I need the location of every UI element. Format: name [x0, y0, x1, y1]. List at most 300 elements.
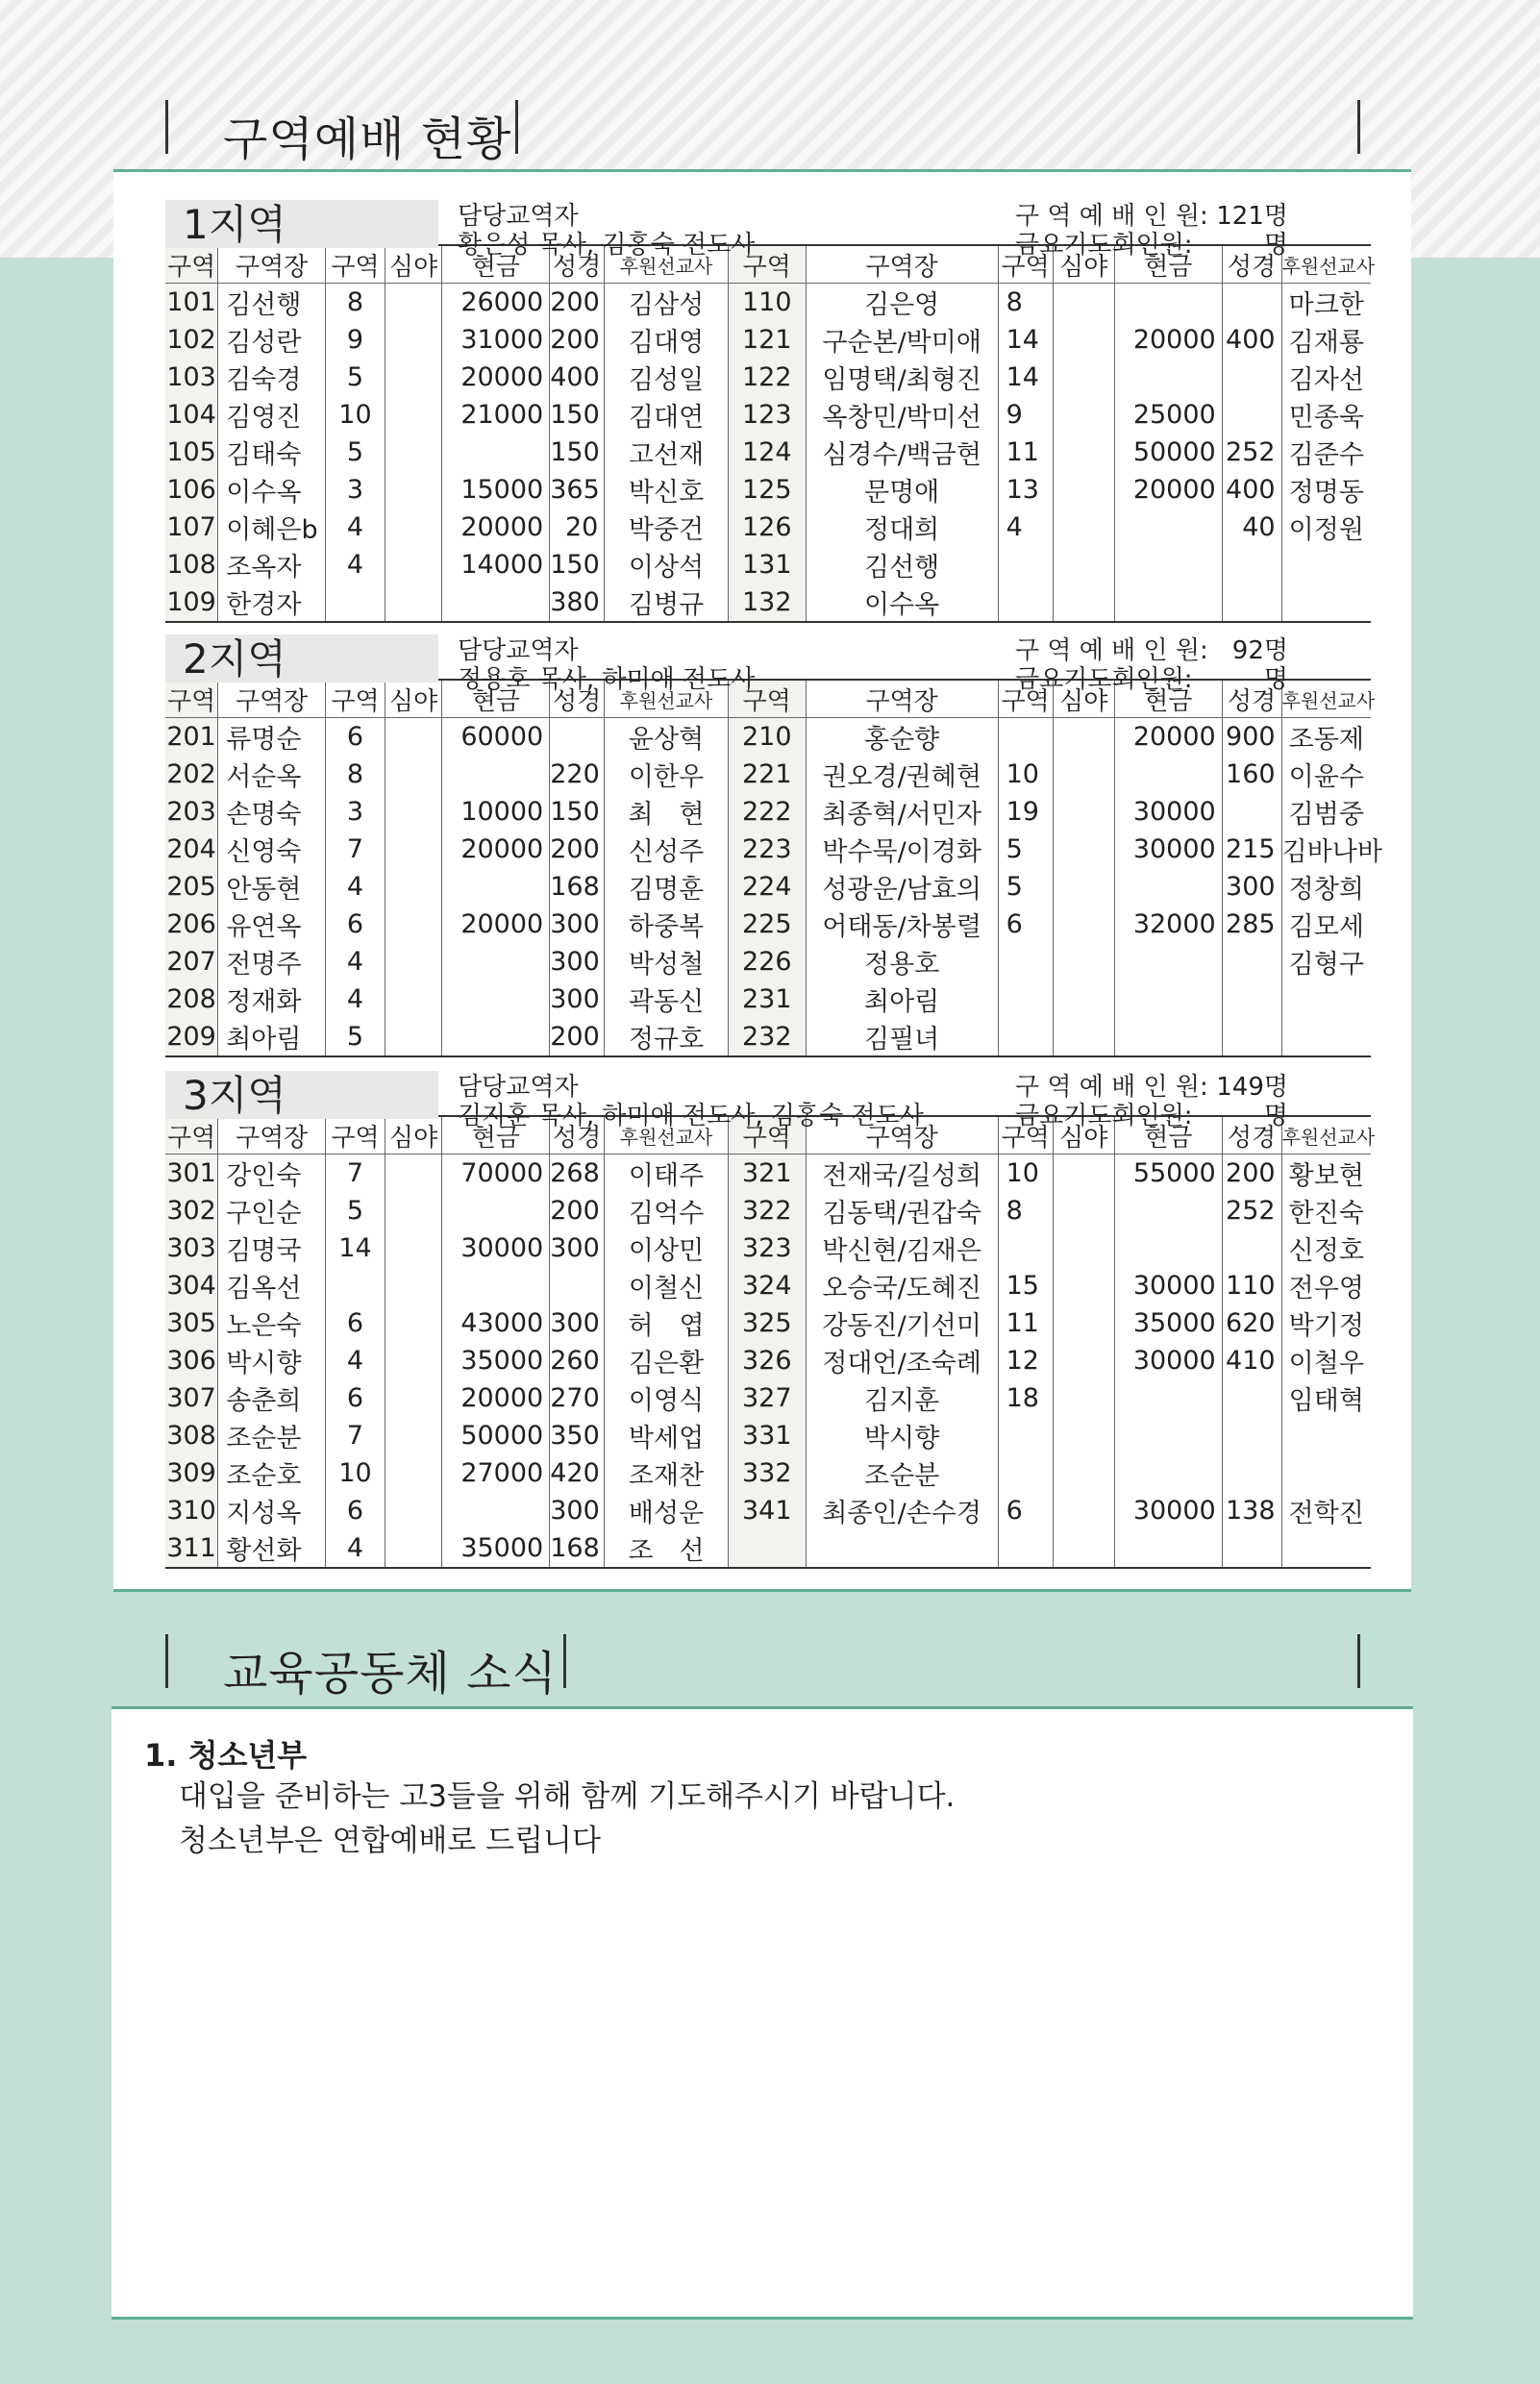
- region-pastors: [458, 202, 755, 260]
- table-cell: 8: [326, 756, 385, 793]
- table-cell: 정재화: [218, 981, 326, 1018]
- column-header-district: 구역: [165, 1116, 218, 1155]
- table-cell: 임명택/최형진: [806, 359, 998, 396]
- table-cell: [442, 868, 550, 906]
- table-cell: 최 현: [605, 793, 728, 831]
- table-cell: 101: [165, 284, 218, 322]
- column-header-cash: 현금: [442, 245, 550, 284]
- table-cell: 김범중: [1281, 793, 1371, 831]
- table-cell: 341: [728, 1492, 806, 1529]
- table-cell: 조옥자: [218, 546, 326, 584]
- table-cell: [1281, 981, 1371, 1018]
- table-cell: [1053, 906, 1114, 943]
- table-cell: [1114, 1192, 1222, 1229]
- table-cell: 301: [165, 1155, 218, 1193]
- region-table: [165, 679, 1382, 1057]
- table-cell: 5: [326, 359, 385, 396]
- table-cell: 20000: [1114, 321, 1222, 359]
- column-header-night: 심야: [1053, 1116, 1114, 1155]
- column-header-cash: 현금: [442, 1116, 550, 1155]
- prayer-value: 명: [1263, 665, 1288, 694]
- table-cell: [1281, 1454, 1371, 1492]
- table-cell: [728, 1529, 806, 1568]
- table-row: [165, 434, 1371, 471]
- table-cell: 김성란: [218, 321, 326, 359]
- table-cell: 민종욱: [1281, 396, 1371, 434]
- table-row: [165, 831, 1371, 868]
- column-header-leader: 구역장: [806, 245, 998, 284]
- region-name: 1지역: [165, 200, 438, 248]
- table-cell: 324: [728, 1267, 806, 1304]
- table-cell: 15: [998, 1267, 1053, 1304]
- table-cell: 전우영: [1281, 1267, 1371, 1304]
- table-cell: [1053, 1267, 1114, 1304]
- table-cell: 300: [550, 943, 605, 981]
- column-header-district: 구역: [165, 245, 218, 284]
- table-cell: 정명동: [1281, 471, 1371, 509]
- region-attendance: [1015, 202, 1288, 260]
- table-cell: 20: [550, 509, 605, 546]
- table-cell: 이수옥: [218, 471, 326, 509]
- table-cell: 300: [550, 1229, 605, 1267]
- region-attendance: [1015, 636, 1288, 694]
- table-cell: 김자선: [1281, 359, 1371, 396]
- table-cell: [442, 1267, 550, 1304]
- table-cell: 4: [326, 509, 385, 546]
- table-cell: 10: [326, 396, 385, 434]
- table-cell: 15000: [442, 471, 550, 509]
- table-cell: 박수묵/이경화: [806, 831, 998, 868]
- table-cell: [385, 718, 441, 757]
- table-cell: 최종혁/서민자: [806, 793, 998, 831]
- table-cell: 14: [326, 1229, 385, 1267]
- attendance-value: 149명: [1216, 1073, 1288, 1102]
- table-cell: 285: [1222, 906, 1281, 943]
- table-cell: 321: [728, 1155, 806, 1193]
- table-cell: 8: [998, 284, 1053, 322]
- table-cell: 203: [165, 793, 218, 831]
- table-cell: 109: [165, 584, 218, 622]
- region-pastors: [458, 636, 755, 694]
- table-cell: 220: [550, 756, 605, 793]
- table-cell: 168: [550, 868, 605, 906]
- table-cell: [1114, 284, 1222, 322]
- table-cell: 김동택/권갑숙: [806, 1192, 998, 1229]
- table-cell: [1114, 756, 1222, 793]
- prayer-value: 명: [1263, 1102, 1288, 1130]
- table-cell: [1222, 1417, 1281, 1454]
- table-cell: [1114, 1379, 1222, 1417]
- table-cell: 25000: [1114, 396, 1222, 434]
- column-header-missionary: 후원선교사: [605, 680, 728, 718]
- table-cell: 손명숙: [218, 793, 326, 831]
- column-header-leader: 구역장: [218, 1116, 326, 1155]
- table-cell: [1114, 359, 1222, 396]
- region-header: [165, 1052, 1371, 1130]
- table-cell: 김대영: [605, 321, 728, 359]
- table-cell: [998, 1454, 1053, 1492]
- table-cell: [1222, 546, 1281, 584]
- table-cell: 106: [165, 471, 218, 509]
- pastor-names: 김지훈 목사, 하미애 전도사, 김홍숙 전도사: [458, 1102, 924, 1130]
- table-row: [165, 793, 1371, 831]
- table-cell: 221: [728, 756, 806, 793]
- table-cell: [385, 868, 441, 906]
- table-cell: 160: [1222, 756, 1281, 793]
- table-cell: [1053, 1492, 1114, 1529]
- table-cell: 송춘희: [218, 1379, 326, 1417]
- table-cell: 박시향: [218, 1342, 326, 1379]
- table-cell: 121: [728, 321, 806, 359]
- table-cell: 김지훈: [806, 1379, 998, 1417]
- table-cell: 5: [326, 434, 385, 471]
- table-row: [165, 396, 1371, 434]
- table-cell: 구순본/박미애: [806, 321, 998, 359]
- table-cell: 224: [728, 868, 806, 906]
- table-cell: 최아림: [218, 1018, 326, 1056]
- table-cell: 박중건: [605, 509, 728, 546]
- column-header-missionary: 후원선교사: [605, 245, 728, 284]
- table-cell: [385, 831, 441, 868]
- table-cell: [1222, 1229, 1281, 1267]
- region-name: 2지역: [165, 634, 438, 683]
- table-cell: 300: [550, 981, 605, 1018]
- table-cell: [442, 434, 550, 471]
- table-row: [165, 718, 1371, 757]
- table-cell: 이상민: [605, 1229, 728, 1267]
- table-cell: 6: [326, 1304, 385, 1342]
- table-cell: 30000: [1114, 1492, 1222, 1529]
- table-cell: [1222, 1379, 1281, 1417]
- table-cell: 309: [165, 1454, 218, 1492]
- table-cell: 정규호: [605, 1018, 728, 1056]
- table-cell: 권오경/권혜현: [806, 756, 998, 793]
- table-cell: 304: [165, 1267, 218, 1304]
- region-block: [165, 615, 1382, 1057]
- table-cell: 225: [728, 906, 806, 943]
- table-row: [165, 1192, 1371, 1229]
- table-cell: [385, 509, 441, 546]
- table-cell: 5: [326, 1192, 385, 1229]
- table-cell: [385, 1454, 441, 1492]
- table-row: [165, 1342, 1371, 1379]
- table-cell: 정창희: [1281, 868, 1371, 906]
- table-cell: 정대언/조숙례: [806, 1342, 998, 1379]
- table-cell: 50000: [1114, 434, 1222, 471]
- column-header-district: 구역: [728, 245, 806, 284]
- table-cell: 327: [728, 1379, 806, 1417]
- prayer-value: 명: [1263, 231, 1288, 260]
- table-cell: 150: [550, 396, 605, 434]
- table-cell: 11: [998, 434, 1053, 471]
- table-cell: 유연옥: [218, 906, 326, 943]
- table-cell: 200: [550, 831, 605, 868]
- table-cell: 3: [326, 793, 385, 831]
- table-row: [165, 1492, 1371, 1529]
- table-cell: 전명주: [218, 943, 326, 981]
- table-cell: 110: [728, 284, 806, 322]
- table-cell: 35000: [1114, 1304, 1222, 1342]
- table-cell: 9: [998, 396, 1053, 434]
- table-cell: [1053, 321, 1114, 359]
- table-cell: 380: [550, 584, 605, 622]
- table-row: [165, 981, 1371, 1018]
- table-cell: 223: [728, 831, 806, 868]
- table-cell: [442, 1192, 550, 1229]
- table-cell: 105: [165, 434, 218, 471]
- table-cell: 김태숙: [218, 434, 326, 471]
- table-cell: [1222, 1529, 1281, 1568]
- table-cell: 35000: [442, 1529, 550, 1568]
- table-cell: [1114, 546, 1222, 584]
- table-cell: [1114, 1529, 1222, 1568]
- table-cell: 270: [550, 1379, 605, 1417]
- table-cell: [1053, 1304, 1114, 1342]
- table-cell: 303: [165, 1229, 218, 1267]
- table-cell: 268: [550, 1155, 605, 1193]
- table-cell: 전학진: [1281, 1492, 1371, 1529]
- table-cell: [385, 981, 441, 1018]
- table-cell: 200: [550, 1192, 605, 1229]
- table-cell: [385, 943, 441, 981]
- table-cell: [998, 981, 1053, 1018]
- table-cell: 배성운: [605, 1492, 728, 1529]
- table-cell: [1222, 981, 1281, 1018]
- table-cell: 200: [550, 1018, 605, 1056]
- table-cell: 이철우: [1281, 1342, 1371, 1379]
- table-cell: 황보현: [1281, 1155, 1371, 1193]
- table-cell: [806, 1529, 998, 1568]
- column-header-district: 구역: [728, 680, 806, 718]
- table-cell: 신성주: [605, 831, 728, 868]
- table-cell: [1053, 1229, 1114, 1267]
- table-cell: 311: [165, 1529, 218, 1568]
- table-cell: 한진숙: [1281, 1192, 1371, 1229]
- table-cell: 60000: [442, 718, 550, 757]
- table-cell: [998, 1529, 1053, 1568]
- column-header-district_count: 구역: [326, 680, 385, 718]
- table-cell: 김영진: [218, 396, 326, 434]
- table-cell: 김선행: [806, 546, 998, 584]
- table-cell: 6: [998, 1492, 1053, 1529]
- table-cell: 안동현: [218, 868, 326, 906]
- table-row: [165, 321, 1371, 359]
- pastor-names: 황은성 목사, 김홍숙 전도사: [458, 231, 756, 260]
- table-cell: 20000: [442, 509, 550, 546]
- table-cell: 5: [326, 1018, 385, 1056]
- region-table: [165, 1115, 1376, 1569]
- table-cell: [998, 1229, 1053, 1267]
- table-row: [165, 943, 1371, 981]
- table-cell: 302: [165, 1192, 218, 1229]
- table-cell: 13: [998, 471, 1053, 509]
- table-cell: 400: [550, 359, 605, 396]
- table-cell: 20000: [1114, 471, 1222, 509]
- column-header-leader: 구역장: [218, 680, 326, 718]
- pastor-label: 담당교역자: [458, 202, 579, 231]
- table-cell: 31000: [442, 321, 550, 359]
- table-cell: 14000: [442, 546, 550, 584]
- table-cell: [1053, 793, 1114, 831]
- table-cell: 331: [728, 1417, 806, 1454]
- section-title: 구역예배 현황: [223, 112, 512, 166]
- column-header-bible: 성경: [1222, 245, 1281, 284]
- table-cell: [385, 546, 441, 584]
- table-cell: 홍순향: [806, 718, 998, 757]
- table-cell: [998, 1018, 1053, 1056]
- table-cell: 박신호: [605, 471, 728, 509]
- table-cell: [1053, 1155, 1114, 1193]
- table-cell: 260: [550, 1342, 605, 1379]
- table-cell: 김재룡: [1281, 321, 1371, 359]
- table-row: [165, 546, 1371, 584]
- table-cell: 201: [165, 718, 218, 757]
- table-cell: 27000: [442, 1454, 550, 1492]
- table-cell: [998, 546, 1053, 584]
- table-cell: 168: [550, 1529, 605, 1568]
- table-cell: 202: [165, 756, 218, 793]
- table-cell: 5: [998, 831, 1053, 868]
- table-cell: [1114, 943, 1222, 981]
- table-cell: 306: [165, 1342, 218, 1379]
- table-cell: 310: [165, 1492, 218, 1529]
- table-cell: 이혜은b: [218, 509, 326, 546]
- column-header-cash: 현금: [1114, 1116, 1222, 1155]
- table-cell: 노은숙: [218, 1304, 326, 1342]
- table-cell: 226: [728, 943, 806, 981]
- table-cell: 252: [1222, 434, 1281, 471]
- table-cell: 21000: [442, 396, 550, 434]
- table-row: [165, 509, 1371, 546]
- table-cell: 122: [728, 359, 806, 396]
- table-cell: 300: [1222, 868, 1281, 906]
- table-row: [165, 1529, 1371, 1568]
- column-header-leader: 구역장: [806, 680, 998, 718]
- table-cell: 오승국/도혜진: [806, 1267, 998, 1304]
- table-cell: [385, 396, 441, 434]
- table-row: [165, 1155, 1371, 1193]
- prayer-label: 금요기도회인원:: [1015, 231, 1193, 260]
- table-cell: 김성일: [605, 359, 728, 396]
- region-block: [165, 181, 1376, 623]
- table-cell: [1053, 1342, 1114, 1379]
- table-cell: [1053, 509, 1114, 546]
- table-cell: [998, 718, 1053, 757]
- table-row: [165, 1379, 1371, 1417]
- table-cell: 215: [1222, 831, 1281, 868]
- table-cell: [1114, 1454, 1222, 1492]
- table-cell: 150: [550, 434, 605, 471]
- table-cell: 6: [998, 906, 1053, 943]
- table-cell: 200: [550, 284, 605, 322]
- table-cell: 최종인/손수경: [806, 1492, 998, 1529]
- table-cell: [442, 1492, 550, 1529]
- pastor-label: 담당교역자: [458, 636, 579, 665]
- table-cell: 하중복: [605, 906, 728, 943]
- table-cell: 125: [728, 471, 806, 509]
- table-cell: [1053, 396, 1114, 434]
- table-cell: 한경자: [218, 584, 326, 622]
- table-cell: [385, 434, 441, 471]
- table-cell: 4: [998, 509, 1053, 546]
- table-cell: 305: [165, 1304, 218, 1342]
- column-header-district: 구역: [165, 680, 218, 718]
- table-cell: [1114, 1018, 1222, 1056]
- attendance-value: 92명: [1231, 636, 1288, 665]
- column-header-night: 심야: [1053, 245, 1114, 284]
- table-cell: 138: [1222, 1492, 1281, 1529]
- table-cell: [385, 321, 441, 359]
- table-cell: 6: [326, 906, 385, 943]
- prayer-label: 금요기도회인원:: [1015, 665, 1193, 694]
- table-cell: 이철신: [605, 1267, 728, 1304]
- table-cell: 200: [1222, 1155, 1281, 1193]
- table-row: [165, 284, 1371, 322]
- table-cell: 104: [165, 396, 218, 434]
- table-cell: 10: [998, 756, 1053, 793]
- table-cell: 365: [550, 471, 605, 509]
- table-cell: 김숙경: [218, 359, 326, 396]
- table-cell: 박시향: [806, 1417, 998, 1454]
- table-cell: 102: [165, 321, 218, 359]
- table-cell: 8: [326, 284, 385, 322]
- table-cell: 김은환: [605, 1342, 728, 1379]
- table-row: [165, 868, 1371, 906]
- table-cell: 126: [728, 509, 806, 546]
- table-cell: 20000: [442, 1379, 550, 1417]
- table-cell: [1222, 359, 1281, 396]
- pastor-names: 정용호 목사, 하미애 전도사: [458, 665, 756, 694]
- table-cell: [1114, 1417, 1222, 1454]
- heading-divider-mid: [515, 100, 518, 154]
- heading-divider-right: [1357, 100, 1360, 154]
- table-cell: [1281, 1018, 1371, 1056]
- table-cell: [1222, 396, 1281, 434]
- table-cell: 신정호: [1281, 1229, 1371, 1267]
- table-cell: [1053, 434, 1114, 471]
- table-cell: [1053, 471, 1114, 509]
- table-cell: [385, 906, 441, 943]
- table-cell: 18: [998, 1379, 1053, 1417]
- table-row: [165, 359, 1371, 396]
- table-cell: 30000: [1114, 793, 1222, 831]
- table-cell: 조순분: [218, 1417, 326, 1454]
- table-row: [165, 1304, 1371, 1342]
- table-cell: 서순옥: [218, 756, 326, 793]
- table-cell: 4: [326, 1529, 385, 1568]
- table-cell: [385, 1155, 441, 1193]
- table-cell: [442, 1018, 550, 1056]
- table-cell: 10: [326, 1454, 385, 1492]
- table-cell: 150: [550, 546, 605, 584]
- table-cell: 황선화: [218, 1529, 326, 1568]
- table-cell: 307: [165, 1379, 218, 1417]
- table-cell: [998, 943, 1053, 981]
- table-cell: 김명훈: [605, 868, 728, 906]
- table-cell: 206: [165, 906, 218, 943]
- table-cell: [385, 471, 441, 509]
- table-cell: 윤상혁: [605, 718, 728, 757]
- table-cell: 이윤수: [1281, 756, 1371, 793]
- column-header-district: 구역: [728, 1116, 806, 1155]
- table-cell: 205: [165, 868, 218, 906]
- table-cell: 이한우: [605, 756, 728, 793]
- attendance-label: 구 역 예 배 인 원:: [1015, 636, 1208, 665]
- table-cell: [1053, 1454, 1114, 1492]
- table-cell: 이상석: [605, 546, 728, 584]
- table-cell: 김선행: [218, 284, 326, 322]
- table-row: [165, 1417, 1371, 1454]
